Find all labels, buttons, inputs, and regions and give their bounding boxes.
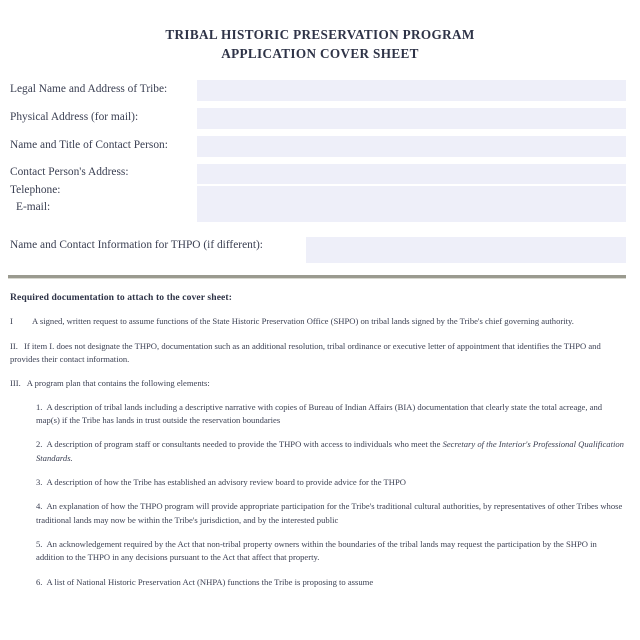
requirement-item-i [10, 315, 624, 328]
form-row-thpo [10, 237, 626, 263]
form-row-contact-person [10, 136, 626, 157]
input-legal-name[interactable] [197, 80, 626, 101]
form-row-physical-address [10, 108, 626, 129]
form-area [0, 80, 640, 263]
documentation-section [0, 292, 640, 588]
program-plan-text-2: A description of program staff or consultants needed to provide the THPO with access to individuals who meet the [46, 439, 443, 450]
program-plan-text-3: A description of how the Tribe has established an advisory review board to provide advice for the THPO [46, 476, 406, 487]
documentation-heading: Required documentation to attach to the cover sheet: [10, 292, 233, 304]
program-plan-element-6 [10, 576, 624, 589]
section-divider [8, 275, 626, 279]
program-plan-element-4 [10, 500, 624, 527]
title-line-secondary: APPLICATION COVER SHEET [221, 45, 419, 61]
label-thpo: Name and Contact Information for THPO (if different): [10, 239, 263, 252]
requirement-text-ii: If item I. does not designate the THPO, documentation such as an additional resolution, tribal ordinance or executive letter of appointment that identifies the THPO and provides their contact information. [10, 340, 601, 364]
program-plan-marker-6: 6. [36, 576, 43, 587]
input-thpo[interactable] [306, 237, 626, 263]
program-plan-text-6: A list of National Historic Preservation Act (NHPA) functions the Tribe is proposing to assume [46, 576, 374, 587]
program-plan-marker-4: 4. [36, 501, 43, 512]
requirement-text-iii: A program plan that contains the following elements: [26, 377, 210, 388]
program-plan-text-1: A description of tribal lands including a descriptive narrative with copies of Bureau of Indian Affairs (BIA) documentation that clearly state the total acreage, and map(s) if the Tribe has lands in trust outside the reservation boundaries [36, 401, 603, 426]
requirement-marker-i: I [10, 316, 13, 327]
program-plan-text-5: An acknowledgement required by the Act that non-tribal property owners within the boundaries of the tribal lands may request the participation by the SHPO in addition to the THPO in any decisions pursuant to the Act that affect that property. [36, 538, 597, 563]
program-plan-marker-5: 5. [36, 538, 43, 549]
input-telephone-email[interactable] [197, 186, 626, 222]
label-group-contact-details [10, 164, 197, 217]
program-plan-marker-3: 3. [36, 476, 43, 487]
requirement-marker-ii: II. [10, 340, 18, 351]
program-plan-marker-2: 2. [36, 439, 43, 450]
form-row-contact-details [10, 164, 626, 222]
program-plan-element-3 [10, 476, 624, 489]
program-plan-marker-1: 1. [36, 401, 43, 412]
document-title [0, 0, 640, 63]
input-contact-person[interactable] [197, 136, 626, 157]
label-telephone: Telephone: [10, 183, 61, 196]
requirement-item-iii [10, 377, 624, 390]
form-row-legal-name [10, 80, 626, 101]
label-legal-name: Legal Name and Address of Tribe: [10, 83, 168, 96]
title-line-primary: TRIBAL HISTORIC PRESERVATION PROGRAM [165, 27, 475, 42]
label-email: E-mail: [16, 201, 51, 214]
label-contact-address: Contact Person's Address: [10, 166, 129, 179]
input-physical-address[interactable] [197, 108, 626, 129]
input-contact-address[interactable] [197, 164, 626, 184]
input-group-contact-details [197, 164, 626, 222]
program-plan-element-1 [10, 401, 624, 428]
label-physical-address: Physical Address (for mail): [10, 111, 139, 124]
program-plan-text-2-italic: Secretary of the Interior's Professional Qualification Standards. [36, 439, 624, 463]
requirement-item-ii [10, 340, 624, 366]
requirement-marker-iii: III. [10, 377, 21, 388]
program-plan-element-5 [10, 538, 624, 565]
label-contact-person: Name and Title of Contact Person: [10, 139, 168, 152]
program-plan-element-2 [10, 438, 624, 465]
program-plan-text-4: An explanation of how the THPO program will provide appropriate participation for the Tribe's traditional cultural authorities, by representatives of other Tribes whose traditional lands may now be within the Tribe's jurisdiction, and by the interested public [36, 501, 623, 525]
requirement-text-i: A signed, written request to assume functions of the State Historic Preservation Office (SHPO) on tribal lands signed by the Tribe's chief governing authority. [32, 316, 574, 327]
